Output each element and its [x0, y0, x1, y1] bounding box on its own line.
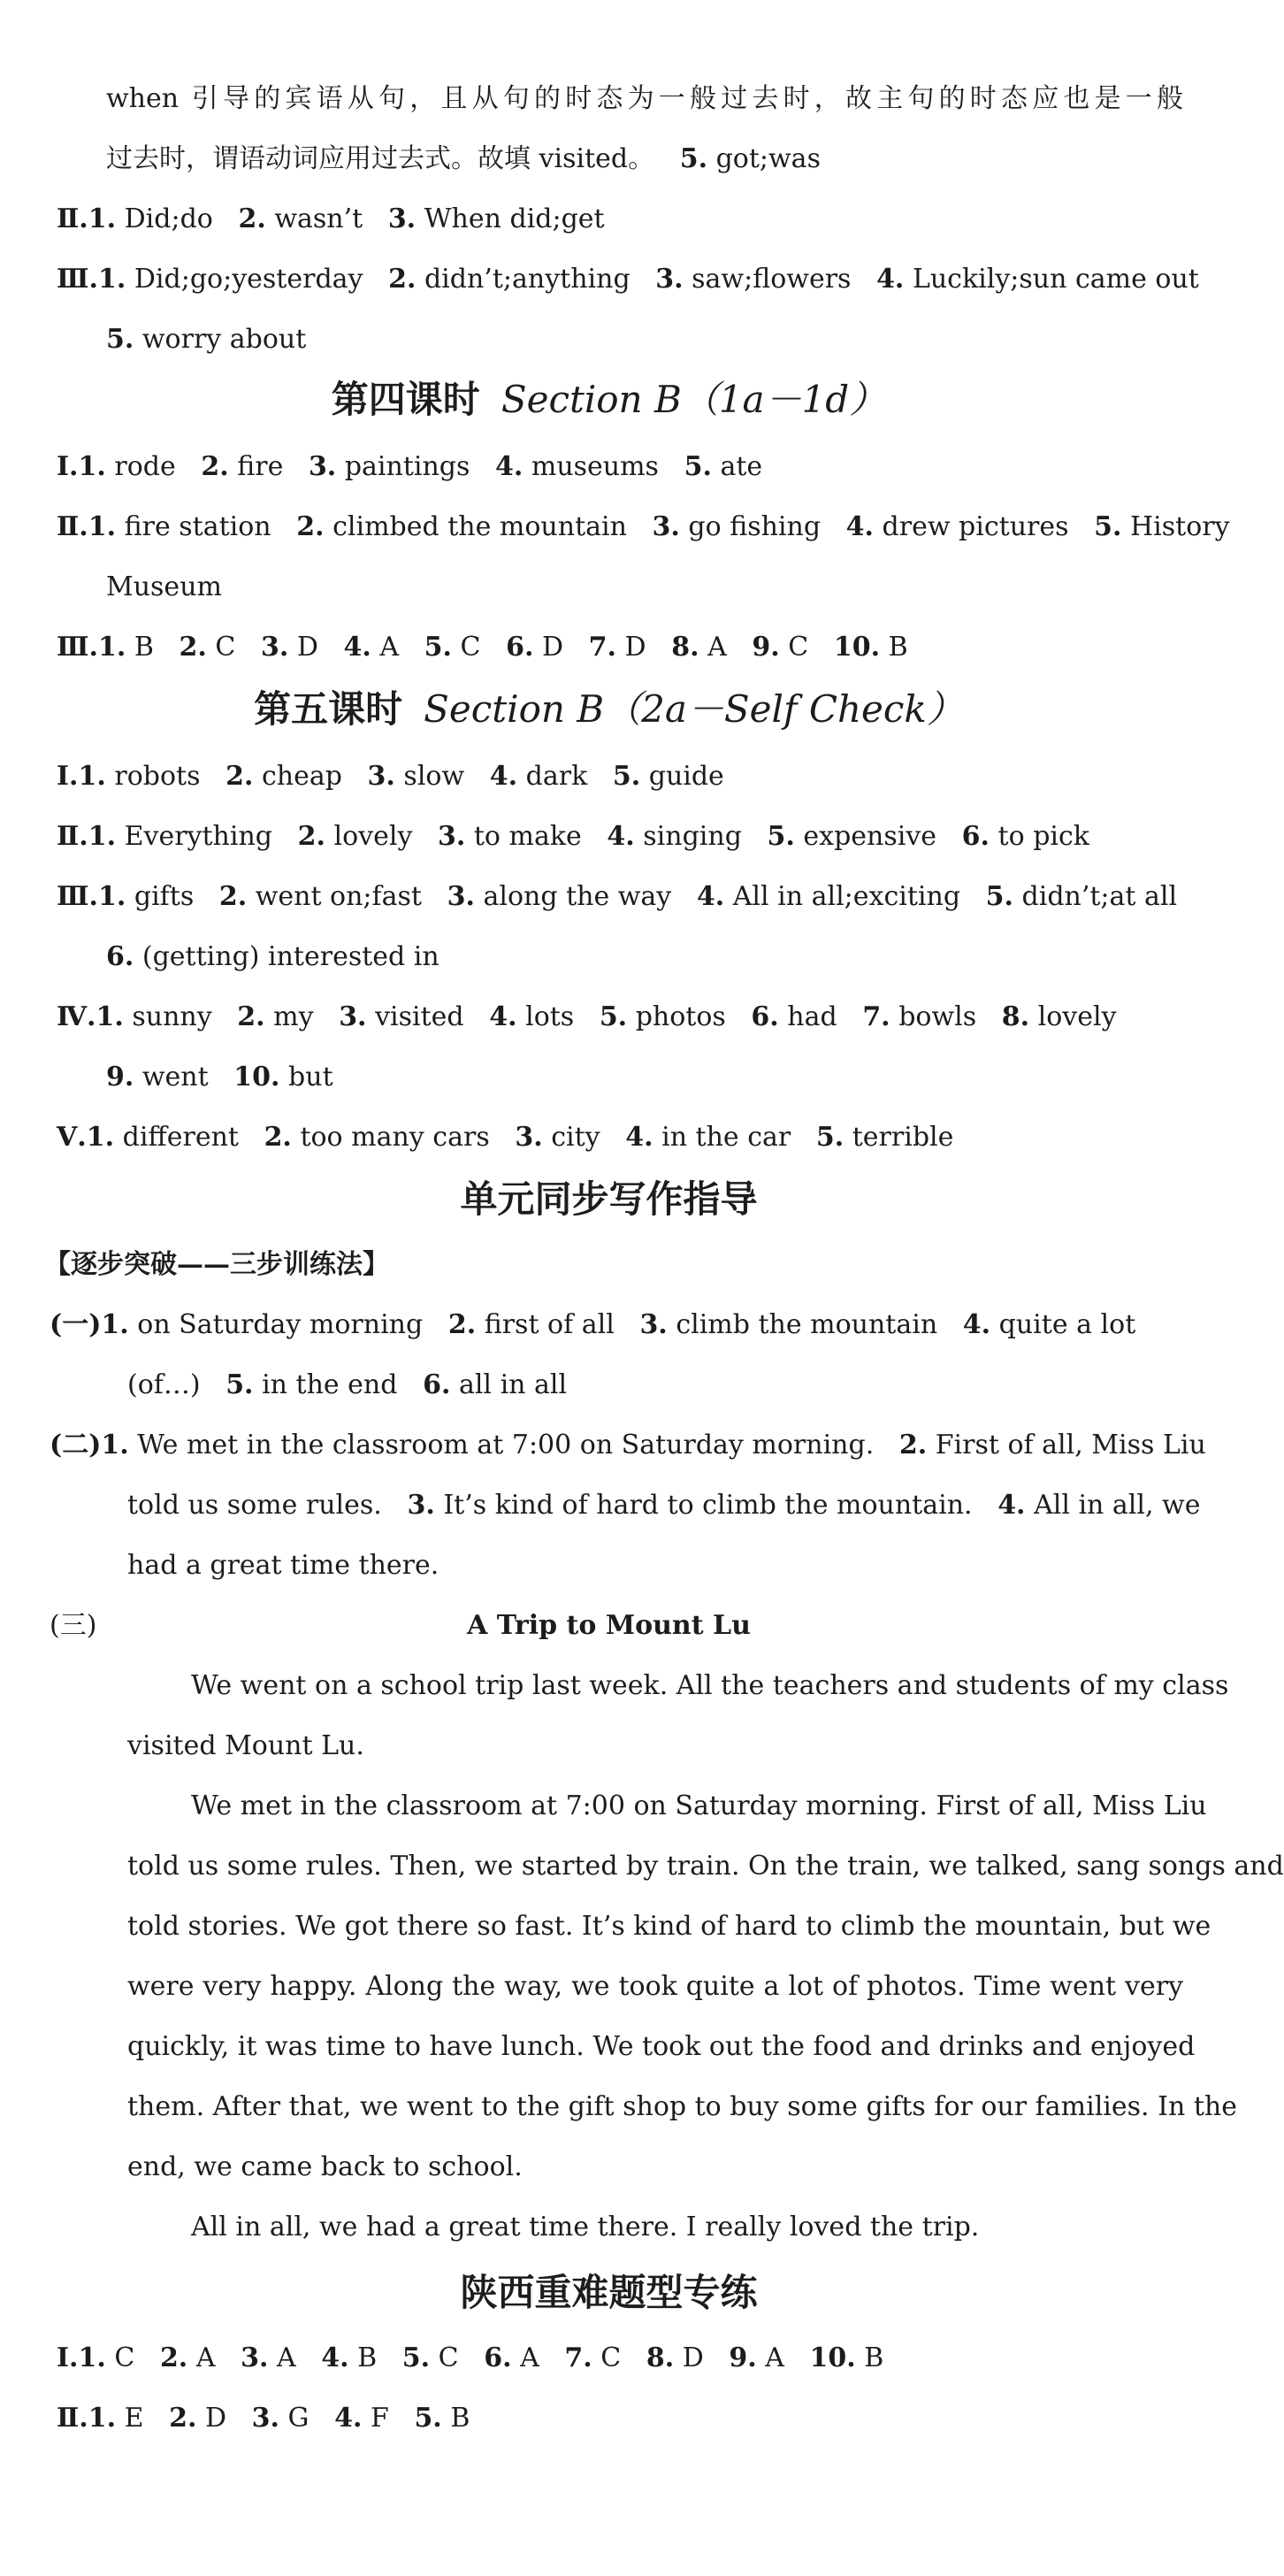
shaanxi-part-i: Ⅰ.1. C 2. A 3. A 4. B 5. C 6. A 7. C 8. D 9. A 10. B [57, 2342, 884, 2373]
s5-part-iii-cont: 6. (getting) interested in [106, 941, 439, 972]
explanation-line-1: when 引导的宾语从句，且从句的时态为一般过去时，故主句的时态应也是一般 [106, 83, 1183, 114]
s4-part-ii-cont: Museum [106, 571, 222, 602]
essay-line-7: quickly, it was time to have lunch. We took out the food and drinks and enjoyed [127, 2031, 1196, 2062]
writing-part-1-cont: (of…) 5. in the end 6. all in all [127, 1369, 568, 1400]
essay-line-3: We met in the classroom at 7:00 on Saturday morning. First of all, Miss Liu [191, 1790, 1207, 1821]
essay-line-6: were very happy. Along the way, we took quite a lot of photos. Time went very [127, 1971, 1183, 2002]
method-label: 【逐步突破——三步训练法】 [44, 1249, 389, 1280]
essay-line-1: We went on a school trip last week. All the teachers and students of my class [191, 1670, 1229, 1701]
essay-title: A Trip to Mount Lu [467, 1610, 751, 1641]
essay-line-5: told stories. We got there so fast. It’s kind of hard to climb the mountain, but we [127, 1911, 1211, 1942]
top-part-iii-cont: 5. worry about [106, 324, 307, 355]
writing-part-2-cont-1: told us some rules. 3. It’s kind of hard to climb the mountain. 4. All in all, we [127, 1490, 1201, 1521]
lesson-5-heading: 第五课时 Section B（2a－Self Check） [254, 687, 964, 731]
s4-part-i: Ⅰ.1. rode 2. fire 3. paintings 4. museums 5. ate [57, 451, 763, 482]
s4-part-iii: Ⅲ.1. B 2. C 3. D 4. A 5. C 6. D 7. D 8. A 9. C 10. B [57, 632, 908, 663]
writing-guide-heading: 单元同步写作指导 [460, 1177, 758, 1221]
shaanxi-heading: 陕西重难题型专练 [460, 2271, 758, 2314]
essay-line-10: All in all, we had a great time there. I really loved the trip. [191, 2212, 980, 2242]
explanation-line-2: 过去时，谓语动词应用过去式。故填 visited。 5. got;was [106, 143, 821, 174]
writing-part-1: (一)1. on Saturday morning 2. first of all 3. climb the mountain 4. quite a lot [50, 1309, 1136, 1340]
shaanxi-part-ii: Ⅱ.1. E 2. D 3. G 4. F 5. B [57, 2403, 470, 2434]
s4-part-ii: Ⅱ.1. fire station 2. climbed the mountain 3. go fishing 4. drew pictures 5. History [57, 511, 1230, 542]
s5-part-iv-cont: 9. went 10. but [106, 1062, 333, 1092]
essay-line-4: told us some rules. Then, we started by train. On the train, we talked, sang songs and [127, 1851, 1284, 1882]
top-part-iii: Ⅲ.1. Did;go;yesterday 2. didn’t;anything 3. saw;flowers 4. Luckily;sun came out [57, 264, 1199, 295]
s5-part-ii: Ⅱ.1. Everything 2. lovely 3. to make 4. singing 5. expensive 6. to pick [57, 821, 1089, 852]
writing-part-2-cont-2: had a great time there. [127, 1550, 439, 1581]
essay-line-2: visited Mount Lu. [127, 1730, 364, 1761]
top-part-ii: Ⅱ.1. Did;do 2. wasn’t 3. When did;get [57, 203, 605, 234]
essay-line-9: end, we came back to school. [127, 2151, 523, 2182]
writing-part-2: (二)1. We met in the classroom at 7:00 on Saturday morning. 2. First of all, Miss Liu [50, 1430, 1206, 1460]
writing-part-3-label: (三) [50, 1610, 97, 1641]
lesson-4-heading: 第四课时 Section B（1a－1d） [331, 378, 887, 421]
s5-part-i: Ⅰ.1. robots 2. cheap 3. slow 4. dark 5. guide [57, 761, 724, 792]
s5-part-iv: Ⅳ.1. sunny 2. my 3. visited 4. lots 5. photos 6. had 7. bowls 8. lovely [57, 1001, 1117, 1032]
s5-part-iii: Ⅲ.1. gifts 2. went on;fast 3. along the way 4. All in all;exciting 5. didn’t;at all [57, 881, 1178, 912]
essay-line-8: them. After that, we went to the gift shop to buy some gifts for our families. In the [127, 2091, 1237, 2122]
s5-part-v: Ⅴ.1. different 2. too many cars 3. city 4. in the car 5. terrible [57, 1122, 954, 1153]
